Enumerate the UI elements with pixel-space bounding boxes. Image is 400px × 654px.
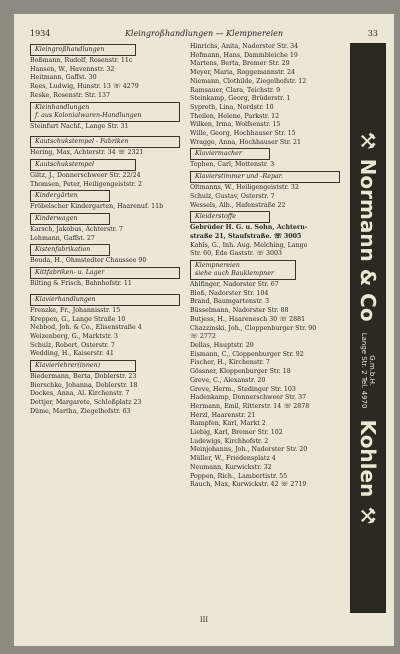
category-heading bbox=[30, 136, 180, 148]
listing-entry: Bouda, H., Ohmstedter Chaussee 90 bbox=[30, 257, 147, 265]
listing-entry: Büsselmann, Nadorster Str. 88 bbox=[190, 307, 289, 315]
listing-entry: Rauch, Max, Kurwickstr. 42 ☏ 2719 bbox=[190, 481, 307, 489]
listing-entry: Fischer, H., Kirchenstr. 7 bbox=[190, 359, 270, 367]
listing-entry: Butjess, H., Haarenesch 30 ☏ 2881 bbox=[190, 315, 306, 323]
page-footer: III bbox=[199, 616, 209, 624]
left-column bbox=[30, 43, 190, 417]
listing-entry: Wilken, Irma, Wolfsenstr. 15 bbox=[190, 121, 281, 129]
category-heading bbox=[30, 213, 110, 225]
listing-entry: Schulz, Robert, Osterstr. 7 bbox=[30, 341, 115, 349]
page-header bbox=[30, 29, 378, 41]
ad-product: Kohlen bbox=[356, 419, 380, 498]
category-heading-text: Klavierstimmer und -Repar. bbox=[195, 173, 284, 181]
listing-entry: Greve, C., Alexanstr. 20 bbox=[190, 376, 266, 384]
listing-entry: ☏ 2772 bbox=[190, 333, 216, 341]
listing-entry: Bierschke, Johanna, Doblerstr. 18 bbox=[30, 381, 138, 389]
category-heading-text: Kinderwagen bbox=[35, 215, 78, 223]
spacer bbox=[30, 131, 190, 135]
listing-entry: Hansen, W., Havennstr. 32 bbox=[30, 65, 115, 73]
listing-entry: Dettjer, Margarete, Schloßplatz 23 bbox=[30, 399, 142, 407]
listing-entry: Herzl, Haarenstr. 21 bbox=[190, 411, 256, 419]
listing-entry: Sypreth, Lina, Nordstr. 10 bbox=[190, 103, 274, 111]
category-heading bbox=[190, 148, 270, 160]
listing-entry: Biedermann, Berta, Doblerstr. 23 bbox=[30, 373, 137, 381]
listing-entry: Heitmann, Gaffst. 30 bbox=[30, 74, 97, 82]
listing-entry: Kahls, G., Inh. Aug. Melching, Lange bbox=[190, 241, 308, 249]
listing-entry: Frenzke, Fr., Johannisstr. 15 bbox=[30, 306, 121, 314]
listing-entry: Steinkamp, Georg, Brüderstr. 1 bbox=[190, 95, 291, 103]
category-heading-text: Kleinhandlungen bbox=[35, 103, 90, 111]
listing-entry: Str. 60, Ede Gaststr. ☏ 3003 bbox=[190, 250, 283, 258]
listing-entry: Hermann, Emil, Ritterstr. 14 ☏ 2878 bbox=[190, 402, 310, 410]
directory-page bbox=[14, 14, 394, 646]
category-heading bbox=[30, 159, 136, 171]
listing-entry: Wessels, Alb., Hafenstraße 22 bbox=[190, 201, 286, 209]
category-heading-text: Klaviermacher bbox=[195, 150, 242, 158]
listing-entry: Hofmann, Hans, Dammbleiche 19 bbox=[190, 51, 298, 59]
listing-entry: Dellas, Hauptstr. 29 bbox=[190, 341, 254, 349]
listing-entry: Hinrichs, Anita, Nadorster Str. 34 bbox=[190, 43, 299, 50]
listing-entry: Reske, Rosenstr. Str. 137 bbox=[30, 91, 111, 99]
listing-entry: Ahlfinger, Nadorster Str. 67 bbox=[190, 281, 279, 289]
category-heading bbox=[30, 294, 180, 306]
category-heading-subtext: f. aus Kolonialwaren-Handlungen bbox=[35, 111, 142, 119]
spacer bbox=[30, 289, 190, 293]
category-heading-text: Kistenfabrikation bbox=[35, 246, 91, 254]
category-heading bbox=[190, 211, 270, 223]
category-heading-subtext: siehe auch Bauklempner bbox=[195, 270, 274, 278]
page-title: Kleingroßhandlungen — Klempnereien bbox=[124, 29, 284, 38]
listing-entry: Nebbod, Joh. & Co., Elisenstraße 4 bbox=[30, 324, 142, 332]
category-heading-text: Kleiderstoffe bbox=[195, 213, 236, 221]
listing-entry: Giltz, J., Donnerschweer Str. 22/24 bbox=[30, 171, 141, 179]
right-column bbox=[190, 43, 350, 490]
listing-entry: Gebrüder H. G. u. Sohn, Achtern- bbox=[190, 224, 308, 232]
listing-entry: Kreppen, G., Lange Straße 10 bbox=[30, 315, 126, 323]
page-year: 1934 bbox=[30, 29, 51, 38]
listing-entry: Poppen, Rich., Lambertistr. 55 bbox=[190, 472, 288, 480]
listing-entry: Dockes, Anna, Al. Kirchenstr. 7 bbox=[30, 390, 130, 398]
listing-entry: Rampfen, Karl, Markt 2 bbox=[190, 420, 266, 428]
listing-entry: Tophen, Carl, Mottenstr. 3 bbox=[190, 161, 275, 169]
listing-entry: Brand, Baumgartenstr. 3 bbox=[190, 298, 270, 306]
category-heading bbox=[30, 267, 180, 279]
listing-entry: Bilting & Frisch, Bahnhofstr. 11 bbox=[30, 280, 132, 288]
listing-entry: Müller, W., Friedensplatz 4 bbox=[190, 455, 276, 463]
listing-entry: Rees, Ludwig, Hunstr. 13 ☏ 4279 bbox=[30, 83, 139, 91]
listing-entry: Neumann, Kurwickstr. 32 bbox=[190, 463, 272, 471]
page-number: 33 bbox=[367, 29, 378, 38]
coal-advertisement bbox=[350, 43, 386, 613]
listing-entry: Hering, Max, Achterstr. 34 ☏ 2321 bbox=[30, 149, 144, 157]
ad-text bbox=[356, 48, 380, 608]
category-heading bbox=[30, 190, 110, 202]
category-heading-text: Klavierhandlungen bbox=[35, 295, 96, 303]
crossed-hammers-icon: ⚒ bbox=[356, 506, 380, 525]
listing-entry: Niemann, Clothilde, Ziegelhofstr. 12 bbox=[190, 77, 307, 85]
category-heading bbox=[30, 102, 180, 122]
listing-entry: Liebig, Karl, Bremer Str. 102 bbox=[190, 429, 283, 437]
listing-entry: Thomsen, Peter, Heiligengeiststr. 2 bbox=[30, 180, 142, 188]
listing-entry: Fröbelscher Kindergarten, Haarenuf. 11b bbox=[30, 203, 164, 211]
category-heading-text: Kleingroßhandlungen bbox=[35, 46, 105, 53]
listing-entry: Theilen, Helene, Parkstr. 12 bbox=[190, 112, 280, 120]
category-heading bbox=[30, 360, 136, 372]
crossed-hammers-icon: ⚒ bbox=[356, 131, 380, 150]
listing-entry: Düme, Martha, Ziegelhofstr. 63 bbox=[30, 407, 131, 415]
listing-entry: Ramsauer, Clara, Teichstr. 9 bbox=[190, 86, 281, 94]
category-heading-text: Kittfabriken- u. Lager bbox=[35, 269, 105, 277]
listing-entry: Bloß, Nadorster Str. 104 bbox=[190, 289, 269, 297]
ad-company-form: G.m.b.H. bbox=[368, 355, 376, 386]
listing-entry: Boßmann, Rudolf, Rosenstr. 11c bbox=[30, 57, 133, 64]
category-heading bbox=[190, 171, 340, 183]
listing-entry: Eismann, C., Cloppenburger Str. 92 bbox=[190, 350, 304, 358]
category-heading-text: Kautschukstempel - Fabriken bbox=[35, 138, 129, 146]
listing-entry: Oltmanns, W., Heiligengeiststr. 32 bbox=[190, 184, 299, 192]
listing-entry: Weizenberg, G., Marktstr. 3 bbox=[30, 332, 119, 340]
ad-address-block bbox=[360, 333, 376, 409]
listing-entry: Chazzinski, Joh., Cloppenburger Str. 90 bbox=[190, 324, 317, 332]
category-heading bbox=[190, 260, 296, 280]
listing-entry: Ludewigs, Kirchhofstr. 2 bbox=[190, 437, 269, 445]
listing-entry: Lehmann, Gaffst. 27 bbox=[30, 234, 95, 242]
category-heading bbox=[30, 44, 136, 56]
listing-entry: Steinfurt Nachf., Lange Str. 31 bbox=[30, 122, 129, 130]
category-heading-text: Klavierlehrer(innen) bbox=[35, 362, 101, 370]
listing-entry: Meyer, Maria, Roggemannstr. 24 bbox=[190, 69, 296, 77]
ad-company-name: Normann & Co bbox=[356, 158, 380, 322]
category-heading-text: Klempnereien bbox=[195, 262, 240, 270]
listing-entry: Meinjohanns, Joh., Nadorster Str. 20 bbox=[190, 446, 308, 454]
listing-entry: straße 21, Staufstraße. ☏ 3005 bbox=[190, 232, 302, 240]
listing-entry: Karsch, Jakobus, Achterstr. 7 bbox=[30, 226, 123, 234]
listing-entry: Wragge, Anna, Hochhauser Str. 21 bbox=[190, 138, 302, 146]
listing-entry: Greve, Herm., Stedinger Str. 103 bbox=[190, 385, 296, 393]
listing-entry: Hadenkamp, Donnerschweer Str. 37 bbox=[190, 394, 307, 402]
listing-entry: Schulz, Gustav, Osterstr. 7 bbox=[190, 192, 275, 200]
category-heading-text: Kindergärten bbox=[35, 192, 78, 200]
listing-entry: Martens, Berta, Bremer Str. 29 bbox=[190, 60, 290, 68]
listing-entry: Gössner, Kloppenburger Str. 18 bbox=[190, 368, 291, 376]
category-heading-text: Kautschukstempel bbox=[35, 160, 94, 168]
category-heading bbox=[30, 244, 110, 256]
listing-entry: Wille, Georg, Hochhauser Str. 15 bbox=[190, 130, 296, 138]
ad-address: Lange Str. 2 Tel. 4970 bbox=[360, 332, 368, 409]
listing-entry: Wedding, H., Kaiserstr. 41 bbox=[30, 350, 114, 358]
